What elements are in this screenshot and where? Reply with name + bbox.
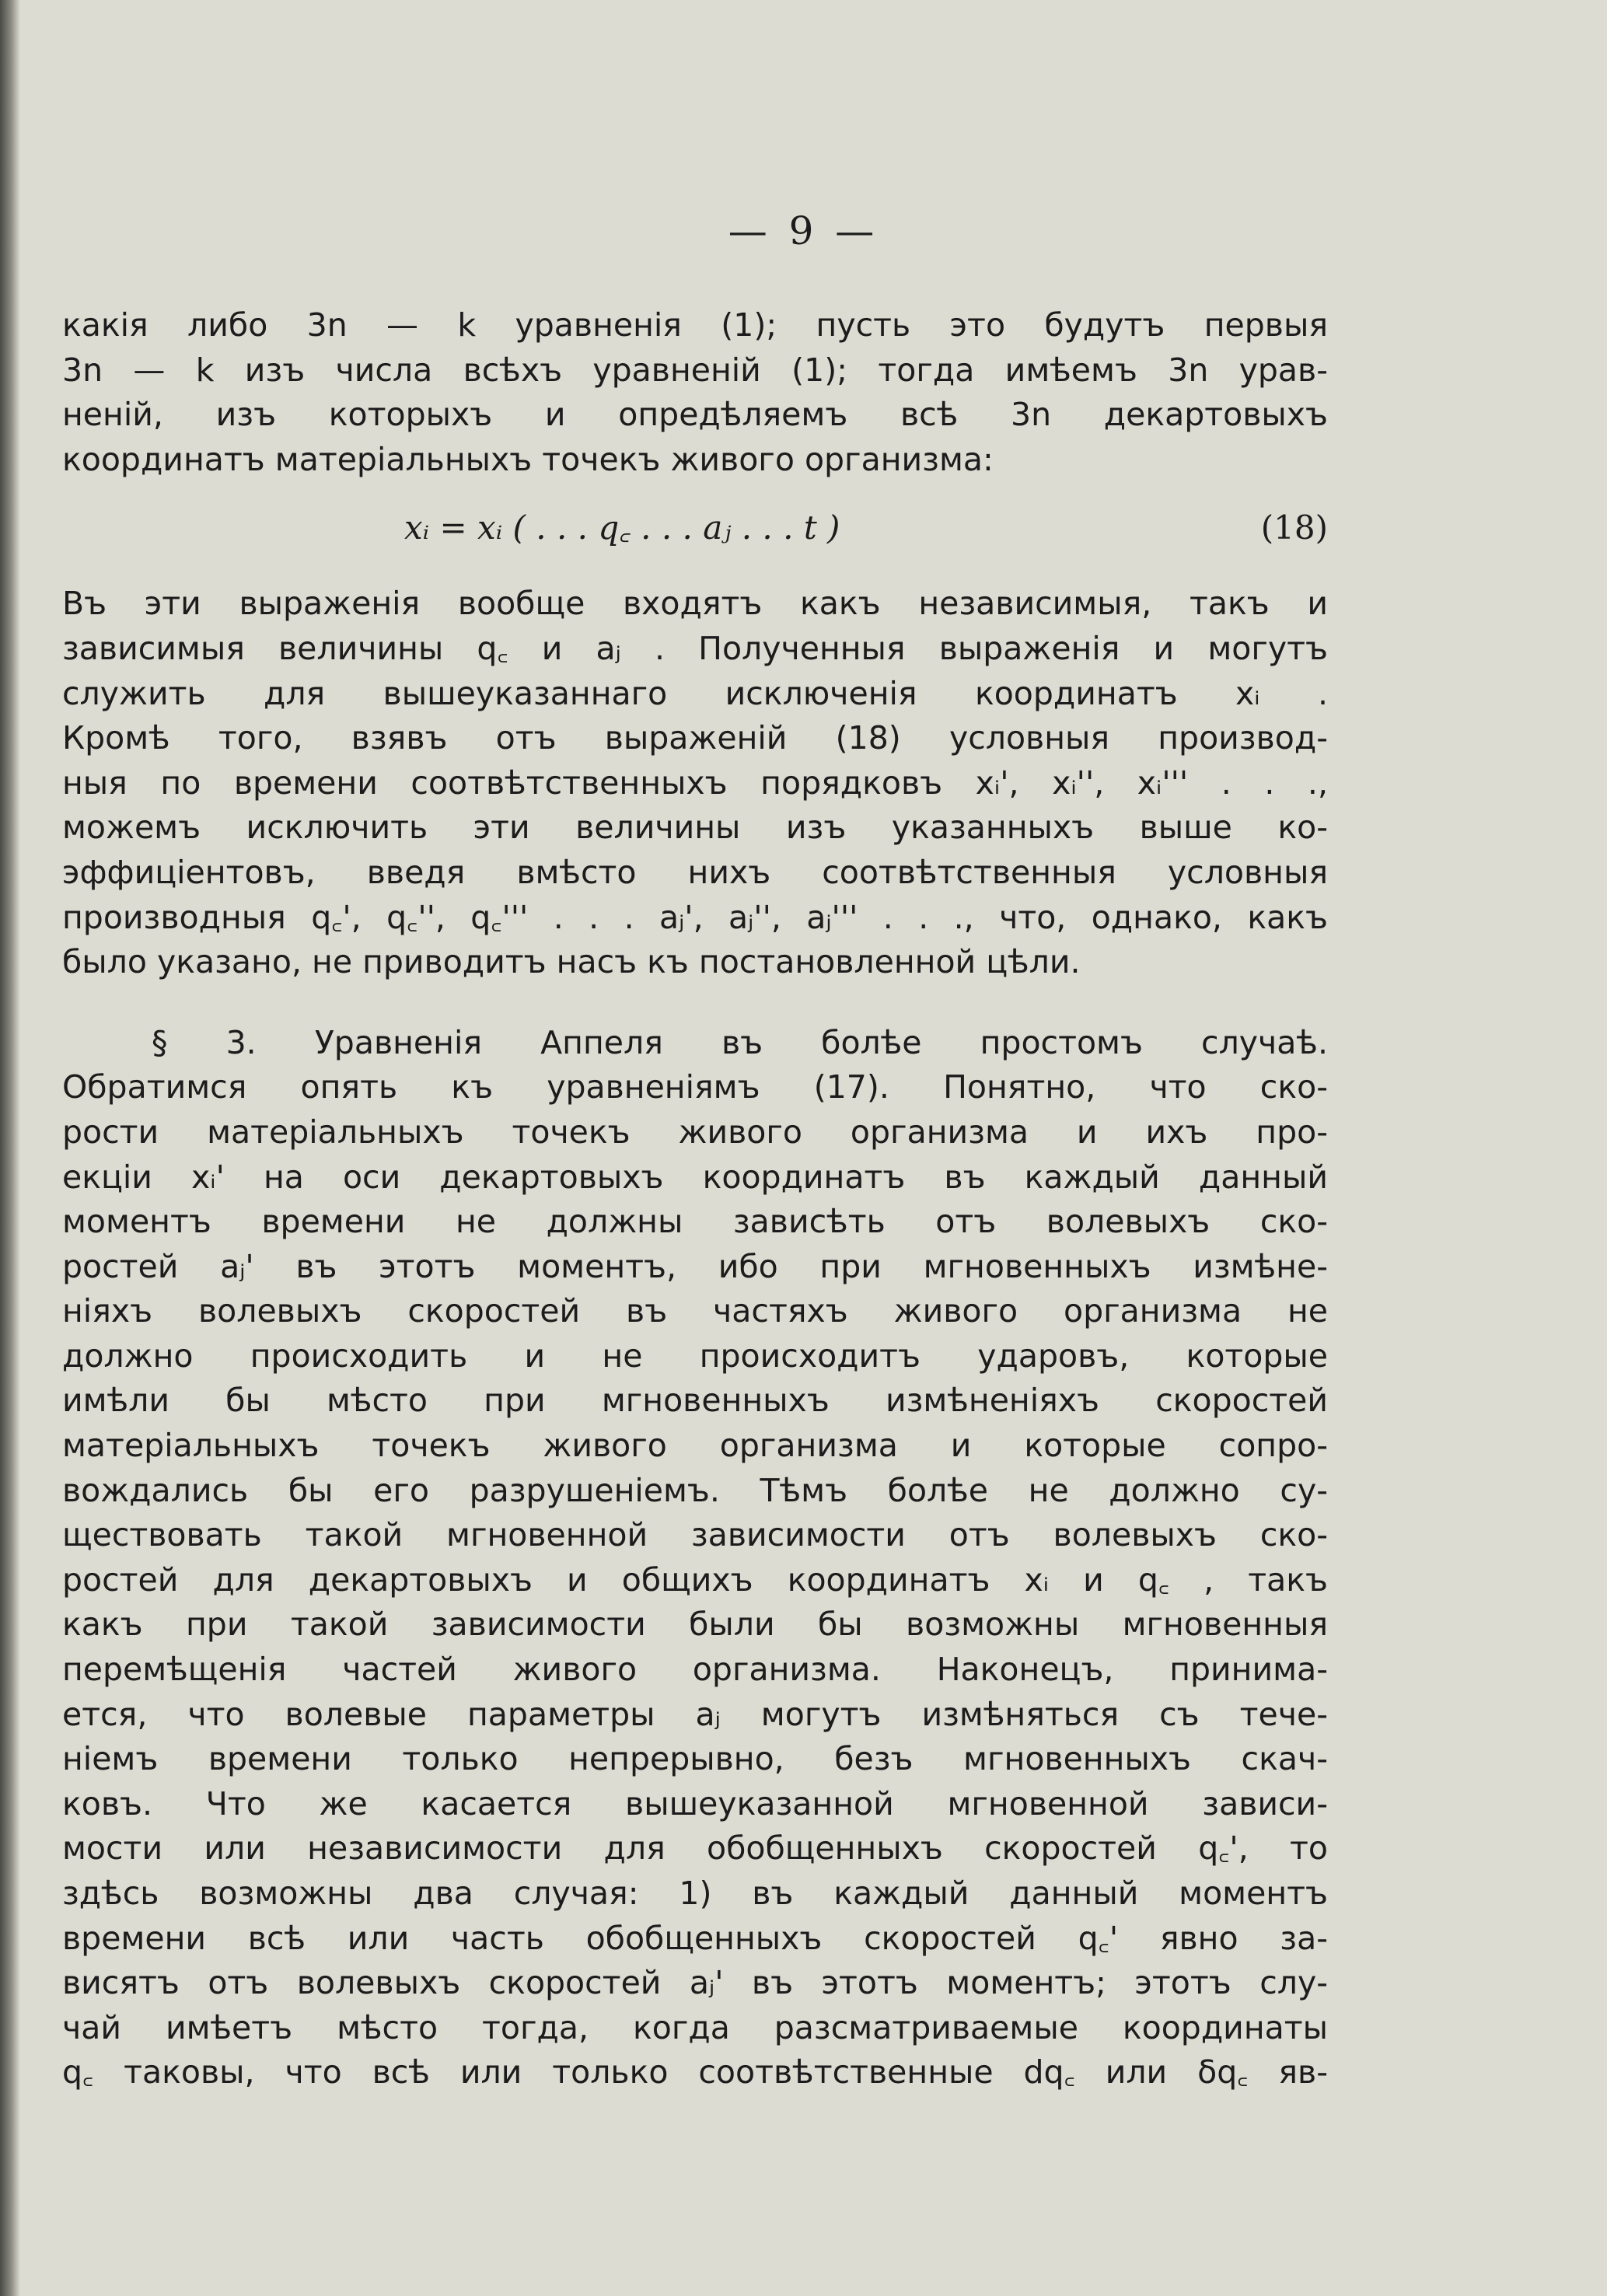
- text-line: рости матеріальныхъ точекъ живого организма и ихъ про-: [62, 1113, 1328, 1151]
- text-line: мости или независимости для обобщенныхъ скоростей q꜀', то: [62, 1829, 1328, 1868]
- text-line: времени всѣ или часть обобщенныхъ скоростей q꜀' явно за-: [62, 1919, 1328, 1957]
- page-number: — 9 —: [728, 208, 879, 253]
- paragraph-2: [62, 582, 1328, 984]
- text-line: висятъ отъ волевыхъ скоростей aⱼ' въ этотъ моментъ; этотъ слу-: [62, 1964, 1328, 2002]
- text-line: было указано, не приводитъ насъ къ постановленной цѣли.: [62, 943, 1081, 981]
- spacer: [62, 985, 1328, 1021]
- text-line: Обратимся опять къ уравненіямъ (17). Понятно, что ско-: [62, 1068, 1328, 1106]
- text-line: ется, что волевые параметры aⱼ могутъ измѣняться съ тече-: [62, 1695, 1328, 1733]
- text-line: должно происходить и не происходитъ ударовъ, которые: [62, 1337, 1328, 1375]
- text-line: неній, изъ которыхъ и опредѣляемъ всѣ 3n декартовыхъ: [62, 396, 1328, 434]
- text-line: q꜀ таковы, что всѣ или только соотвѣтственные dq꜀ или δq꜀ яв-: [62, 2053, 1328, 2092]
- equation-number: (18): [1260, 508, 1328, 547]
- text-line: производныя q꜀', q꜀'', q꜀''' . . . aⱼ', aⱼ'', aⱼ''' . . ., что, однако, какъ: [62, 898, 1328, 936]
- book-spine-shadow: [0, 0, 20, 2296]
- section-3: [62, 1021, 1328, 2095]
- equation-expression: xᵢ = xᵢ ( . . . q꜀ . . . aⱼ . . . t ): [404, 508, 840, 547]
- text-line: ростей aⱼ' въ этотъ моментъ, ибо при мгновенныхъ измѣне-: [62, 1247, 1328, 1285]
- text-line: координатъ матеріальныхъ точекъ живого организма:: [62, 440, 994, 478]
- spacer: [62, 564, 1328, 582]
- text-line: какъ при такой зависимости были бы возможны мгновенныя: [62, 1606, 1328, 1644]
- text-line: перемѣщенія частей живого организма. Наконецъ, принима-: [62, 1651, 1328, 1689]
- text-line: Въ эти выраженія вообще входятъ какъ независимыя, такъ и: [62, 585, 1328, 623]
- text-line: матеріальныхъ точекъ живого организма и которые сопро-: [62, 1427, 1328, 1465]
- text-line: здѣсь возможны два случая: 1) въ каждый данный моментъ: [62, 1875, 1328, 1912]
- text-line: можемъ исключить эти величины изъ указанныхъ выше ко-: [62, 809, 1328, 847]
- text-line: имѣли бы мѣсто при мгновенныхъ измѣненіяхъ скоростей: [62, 1382, 1328, 1420]
- text-line: служить для вышеуказаннаго исключенія координатъ xᵢ .: [62, 674, 1328, 712]
- text-line: какія либо 3n — k уравненія (1); пусть это будутъ первыя: [62, 306, 1328, 344]
- text-line: эффиціентовъ, введя вмѣсто нихъ соотвѣтственныя условныя: [62, 853, 1328, 891]
- text-line: ніемъ времени только непрерывно, безъ мгновенныхъ скач-: [62, 1740, 1328, 1778]
- text-line: ковъ. Что же касается вышеуказанной мгновенной зависи-: [62, 1784, 1328, 1822]
- text-line: зависимыя величины q꜀ и aⱼ . Полученныя выраженія и могутъ: [62, 629, 1328, 667]
- paragraph-1: [62, 303, 1328, 482]
- equation-18: [62, 499, 1328, 564]
- text-line: ществовать такой мгновенной зависимости отъ волевыхъ ско-: [62, 1516, 1328, 1554]
- text-line: чай имѣетъ мѣсто тогда, когда разсматриваемые координаты: [62, 2008, 1328, 2046]
- spacer: [62, 482, 1328, 499]
- text-line: ныя по времени соотвѣтственныхъ порядковъ xᵢ', xᵢ'', xᵢ''' . . .,: [62, 764, 1328, 802]
- page-body: [62, 303, 1328, 2095]
- section-heading: § 3. Уравненія Аппеля въ болѣе простомъ случаѣ.: [152, 1023, 1328, 1061]
- text-line: екціи xᵢ' на оси декартовыхъ координатъ въ каждый данный: [62, 1158, 1328, 1196]
- text-line: Кромѣ того, взявъ отъ выраженій (18) условныя производ-: [62, 719, 1328, 757]
- text-line: вождались бы его разрушеніемъ. Тѣмъ болѣе не должно су-: [62, 1471, 1328, 1509]
- text-line: моментъ времени не должны зависѣть отъ волевыхъ ско-: [62, 1203, 1328, 1241]
- text-line: 3n — k изъ числа всѣхъ уравненій (1); тогда имѣемъ 3n урав-: [62, 351, 1328, 389]
- text-line: ніяхъ волевыхъ скоростей въ частяхъ живого организма не: [62, 1292, 1328, 1330]
- text-line: ростей для декартовыхъ и общихъ координатъ xᵢ и q꜀ , такъ: [62, 1560, 1328, 1599]
